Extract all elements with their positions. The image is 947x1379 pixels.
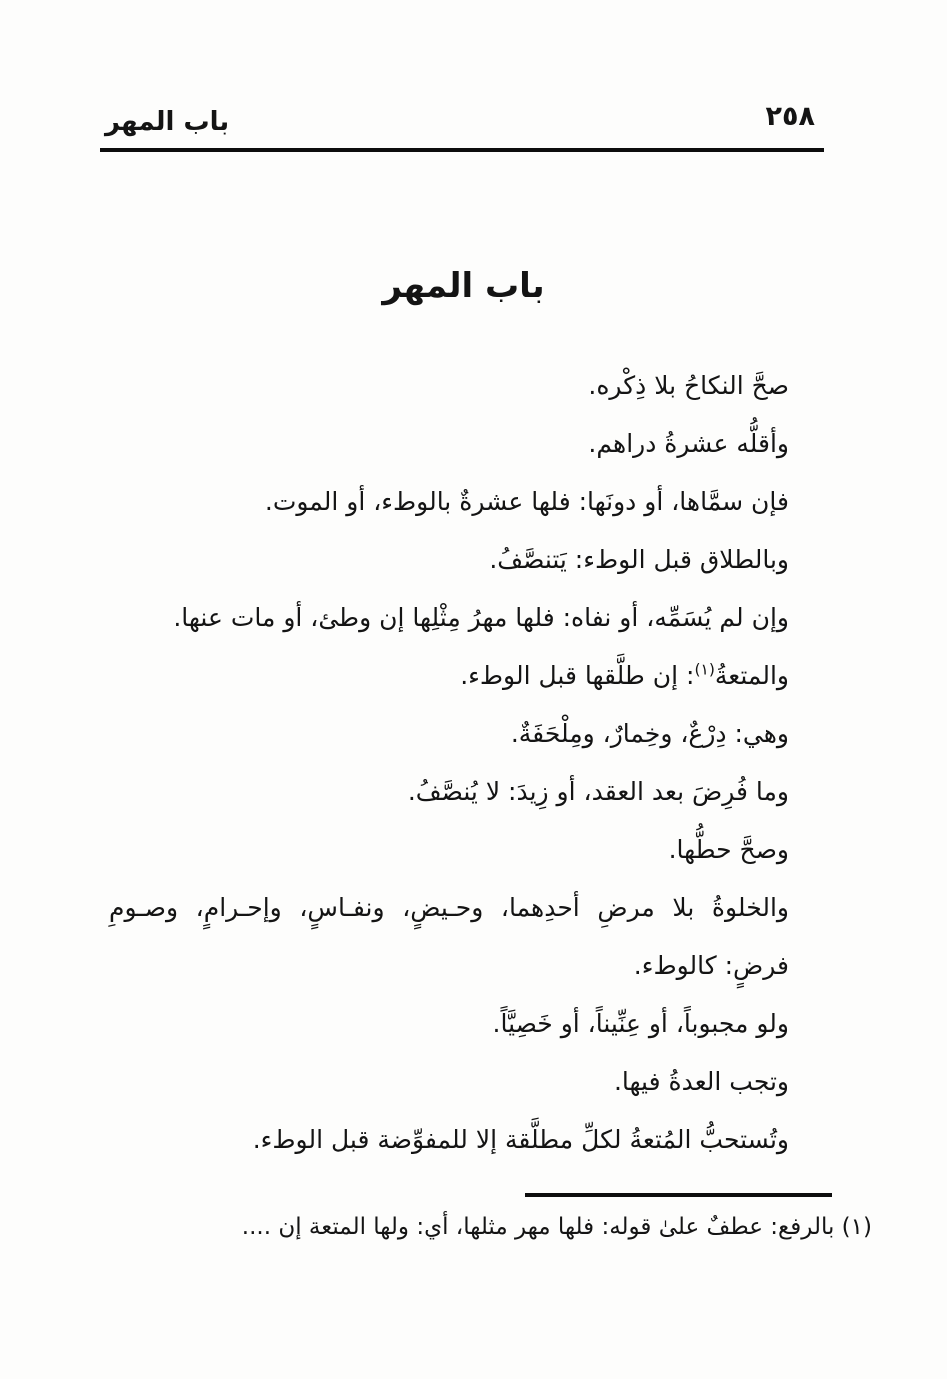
paragraph-text: : إن طلَّقها قبل الوطء. [460,661,695,690]
paragraph-justified-line: والخلوةُ بلا مرضِ أحدِهما، وحـيضٍ، ونفـاسٍ، وإحـرامٍ، وصـومِ [109,893,789,922]
paragraph: وهي: دِرْعٌ، وخِمارٌ، ومِلْحَفَةٌ. [510,719,789,748]
paragraph: وبالطلاق قبل الوطء: يَتنصَّفُ. [489,545,789,574]
footnote-text: (١) بالرفع: عطفٌ علىٰ قوله: فلها مهر مثلها، أي: ولها المتعة إن .... [241,1214,872,1240]
footnote-separator-rule [525,1193,832,1197]
paragraph: وأقلُّه عشرةُ دراهم. [588,429,789,458]
paragraph: صحَّ النكاحُ بلا ذِكْره. [588,371,789,400]
paragraph: وإن لم يُسَمِّه، أو نفاه: فلها مهرُ مِثْلِها إن وطئ، أو مات عنها. [173,603,789,632]
page-number: ٢٥٨ [765,101,815,132]
header-rule [100,148,824,152]
chapter-title: باب المهر [382,266,545,306]
paragraph: وتُستحبُّ المُتعةُ لكلِّ مطلَّقة إلا للمفوِّضة قبل الوطء. [252,1125,789,1154]
paragraph: وصحَّ حطُّها. [668,835,789,864]
paragraph-continuation-line: فرضٍ: كالوطء. [633,951,789,980]
paragraph: ولو مجبوباً، أو عِنِّيناً، أو خَصِيَّاً. [492,1009,789,1038]
paragraph-with-footnote-ref [109,647,789,705]
paragraph-text: والمتعةُ [714,661,789,690]
running-head-chapter-title: باب المهر [105,107,230,137]
paragraph: فإن سمَّاها، أو دونَها: فلها عشرةٌ بالوطء، أو الموت. [264,487,789,516]
footnote-ref-marker: (١) [694,660,715,679]
paragraph: وتجب العدةُ فيها. [613,1067,789,1096]
body-text [109,357,789,1169]
paragraph: وما فُرِضَ بعد العقد، أو زِيدَ: لا يُنصَّفُ. [407,777,789,806]
